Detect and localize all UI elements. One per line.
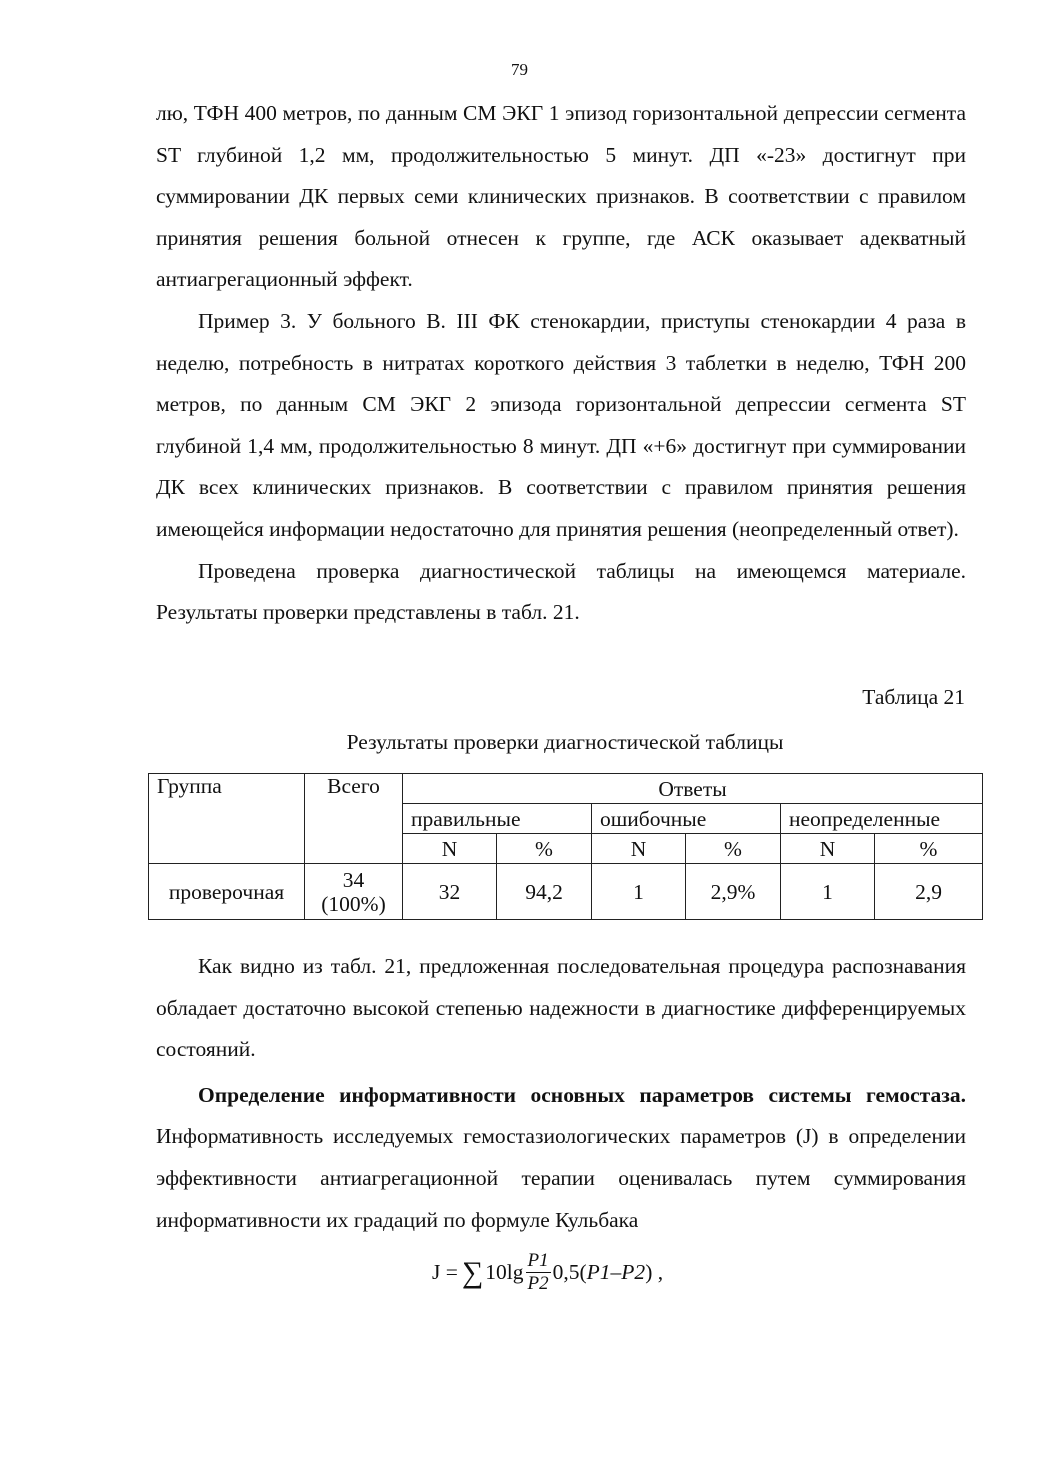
cell-total-count: 34 — [342, 867, 365, 892]
cell-total-pct: (100%) — [321, 891, 386, 916]
header-pct: % — [497, 834, 592, 864]
cell-undetermined-pct: 2,9 — [875, 864, 983, 920]
section-heading: Определение информативности основных параметров системы гемостаза. — [198, 1082, 966, 1107]
table-header-row — [149, 774, 983, 804]
formula-tail-p2: P2 — [621, 1260, 646, 1284]
header-correct: правильные — [403, 804, 592, 834]
results-table — [148, 773, 983, 920]
header-undetermined: неопределенные — [781, 804, 983, 834]
formula-tail-b: ) , — [645, 1260, 664, 1284]
section-text: Информативность исследуемых гемостазиологических параметров (J) в определении эффективности антиагрегационной терапии оценивалась путем суммирования информативности их градаций по формуле Кульбака — [156, 1124, 966, 1232]
body-text-bottom — [156, 946, 966, 1241]
header-group: Группа — [149, 774, 305, 864]
cell-correct-pct: 94,2 — [497, 864, 592, 920]
fraction-numerator: P1 — [527, 1250, 549, 1271]
body-text-top — [156, 93, 966, 634]
header-n: N — [592, 834, 686, 864]
paragraph-conclusion: Как видно из табл. 21, предложенная последовательная процедура распознавания обладает достаточно высокой степенью надежности в диагностике дифференцируемых состояний. — [156, 954, 966, 1062]
table-row — [149, 864, 983, 920]
cell-correct-n: 32 — [403, 864, 497, 920]
paragraph-example-3: Пример 3. У больного В. III ФК стенокардии, приступы стенокардии 4 раза в неделю, потребность в нитратах короткого действия 3 таблетки в неделю, ТФН 200 метров, по данным СМ ЭКГ 2 эпизода горизонтальной депрессии сегмента ST глубиной 1,4 мм, продолжительностью 8 минут. ДП «+6» достигнут при суммировании ДК всех клинических признаков. В соответствии с правилом принятия решения имеющейся информации недостаточно для принятия решения (неопределенный ответ). — [156, 308, 966, 541]
cell-group: проверочная — [149, 864, 305, 920]
formula-lhs: J = — [432, 1260, 458, 1284]
header-n: N — [781, 834, 875, 864]
paragraph: лю, ТФН 400 метров, по данным СМ ЭКГ 1 эпизод горизонтальной депрессии сегмента ST глубиной 1,2 мм, продолжительностью 5 минут. ДП «-23» достигнут при суммировании ДК первых семи клинических признаков. В соответствии с правилом принятия решения больной отнесен к группе, где АСК оказывает адекватный антиагрегационный эффект. — [156, 101, 966, 292]
sum-symbol: ∑ — [461, 1255, 484, 1289]
header-total: Всего — [305, 774, 403, 864]
cell-undetermined-n: 1 — [781, 864, 875, 920]
formula-coef: 10lg — [485, 1260, 524, 1284]
cell-wrong-pct: 2,9% — [686, 864, 781, 920]
header-pct: % — [686, 834, 781, 864]
header-n: N — [403, 834, 497, 864]
table-title: Результаты проверки диагностической таблицы — [346, 730, 784, 754]
formula-tail-a: 0,5( — [552, 1260, 587, 1284]
paragraph-table-intro: Проведена проверка диагностической таблицы на имеющемся материале. Результаты проверки представлены в табл. 21. — [156, 558, 966, 625]
kullback-formula — [432, 1250, 663, 1295]
fraction-denominator: P2 — [527, 1273, 549, 1294]
cell-total — [305, 864, 403, 920]
header-wrong: ошибочные — [592, 804, 781, 834]
header-answers: Ответы — [403, 774, 983, 804]
formula-tail-minus: – — [610, 1260, 622, 1284]
table-number-label: Таблица 21 — [862, 685, 965, 709]
page-number: 79 — [511, 60, 528, 79]
cell-wrong-n: 1 — [592, 864, 686, 920]
formula-fraction — [526, 1250, 551, 1295]
formula-tail-p1: P1 — [586, 1260, 611, 1284]
paragraph-informativeness — [156, 1075, 966, 1241]
header-pct: % — [875, 834, 983, 864]
